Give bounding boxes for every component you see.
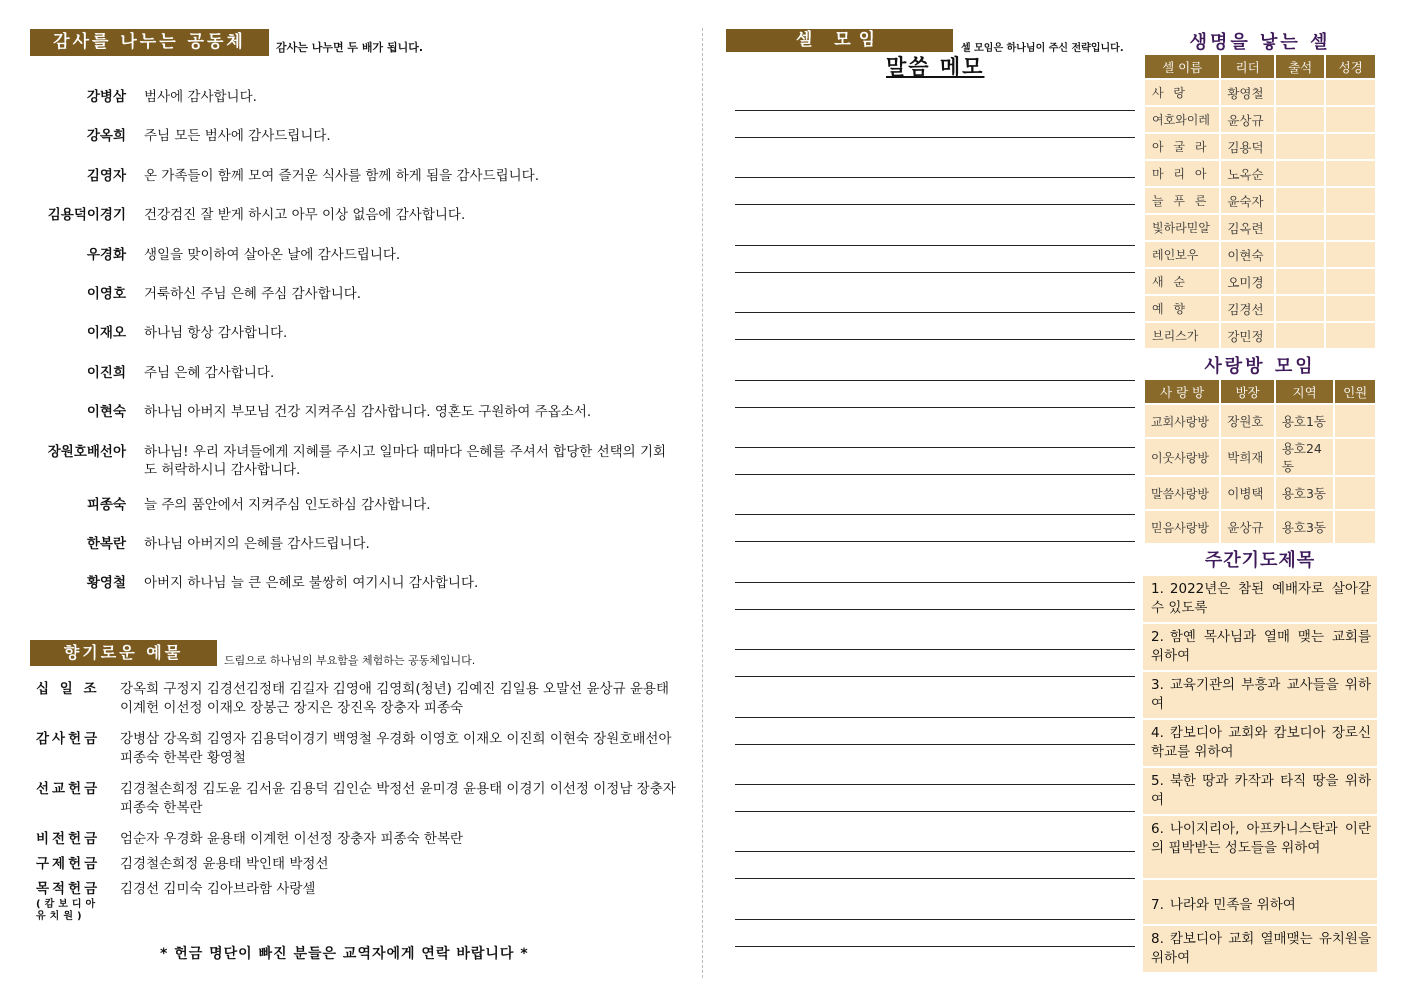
thanks-entry xyxy=(30,364,680,382)
cell-leader: 노옥순 xyxy=(1220,160,1275,187)
offering-row xyxy=(36,830,686,849)
offering-category-label: 구제헌금 xyxy=(36,856,101,872)
prayer-text xyxy=(1151,772,1371,810)
life-cell-row xyxy=(1144,241,1376,268)
memo-line xyxy=(735,312,1135,313)
room-name: 이웃사랑방 xyxy=(1144,438,1220,476)
cell-name: 아 굴 라 xyxy=(1144,133,1220,160)
prayer-text xyxy=(1151,724,1371,762)
offering-category xyxy=(36,780,120,818)
offering-names: 강병삼 강옥희 김영자 김용덕이경기 백영철 우경화 이영호 이재오 이진희 이현숙 장원호배선아 피종숙 한복란 황영철 xyxy=(120,731,672,766)
love-rooms-title: 사랑방 모임 xyxy=(1204,356,1316,377)
life-cell-row xyxy=(1144,214,1376,241)
offering-row xyxy=(36,880,686,923)
memo-line xyxy=(735,649,1135,650)
offering-category-label: 선교헌금 xyxy=(36,781,101,797)
life-cells-title: 생명을 낳는 셀 xyxy=(1189,32,1331,53)
memo-line xyxy=(735,272,1135,273)
love-rooms-body xyxy=(1144,404,1376,544)
col-count: 인원 xyxy=(1334,379,1376,404)
love-room-row xyxy=(1144,510,1376,544)
room-host: 장원호 xyxy=(1220,404,1275,438)
prayer-number: 8. xyxy=(1151,931,1164,947)
thanks-name: 한복란 xyxy=(86,535,126,552)
memo-line xyxy=(735,784,1135,785)
prayer-item xyxy=(1143,768,1377,816)
memo-line xyxy=(735,204,1135,205)
prayer-number: 2. xyxy=(1151,629,1164,645)
life-cells-body xyxy=(1144,79,1376,349)
cell-bible xyxy=(1325,241,1376,268)
thanks-entry xyxy=(30,403,680,421)
prayer-text xyxy=(1151,930,1371,968)
prayer-item xyxy=(1143,880,1377,926)
thanks-text: 주님 모든 범사에 감사드립니다. xyxy=(144,128,331,145)
life-cell-row xyxy=(1144,268,1376,295)
cell-leader: 황영철 xyxy=(1220,79,1275,106)
offering-category-label: 십 일 조 xyxy=(36,681,100,697)
cell-bible xyxy=(1325,106,1376,133)
room-count xyxy=(1334,510,1376,544)
thanks-text: 아버지 하나님 늘 큰 은혜로 불쌍히 여기시니 감사합니다. xyxy=(144,575,479,592)
thanks-section-subtitle: 감사는 나누면 두 배가 됩니다. xyxy=(276,41,424,54)
life-cell-row xyxy=(1144,133,1376,160)
life-cell-row xyxy=(1144,106,1376,133)
cell-bible xyxy=(1325,322,1376,349)
memo-line xyxy=(735,878,1135,879)
cell-attendance xyxy=(1275,79,1326,106)
memo-line xyxy=(735,137,1135,138)
room-name: 말씀사랑방 xyxy=(1144,476,1220,510)
prayer-body: 2022년은 참된 예배자로 살아갈 수 있도록 xyxy=(1151,581,1371,616)
thanks-name: 우경화 xyxy=(86,246,126,263)
memo-title: 말씀 메모 xyxy=(886,55,985,79)
thanks-text: 하나님 항상 감사합니다. xyxy=(144,325,288,342)
cell-bible xyxy=(1325,133,1376,160)
cell-attendance xyxy=(1275,268,1326,295)
memo-line xyxy=(735,380,1135,381)
prayer-item xyxy=(1143,720,1377,768)
love-room-row xyxy=(1144,476,1376,510)
thanks-name: 이현숙 xyxy=(86,404,126,421)
thanks-entry xyxy=(30,127,680,145)
thanks-name: 강옥희 xyxy=(86,128,126,145)
thanks-entry xyxy=(30,574,680,592)
life-cells-table xyxy=(1143,53,1377,350)
prayer-item xyxy=(1143,576,1377,624)
cell-attendance xyxy=(1275,241,1326,268)
thanks-text: 늘 주의 품안에서 지켜주심 인도하심 감사합니다. xyxy=(144,496,431,513)
prayer-number: 3. xyxy=(1151,677,1164,693)
offering-row xyxy=(36,855,686,874)
cell-bible xyxy=(1325,214,1376,241)
thanks-text: 하나님 아버지 부모님 건강 지켜주심 감사합니다. 영혼도 구원하여 주옵소서. xyxy=(144,404,592,421)
life-cell-row xyxy=(1144,187,1376,214)
cell-bible xyxy=(1325,295,1376,322)
prayer-body: 나이지리아, 아프카니스탄과 이란의 핍박받는 성도들을 위하여 xyxy=(1151,821,1371,856)
thanks-entry xyxy=(30,443,680,479)
thanks-name: 이재오 xyxy=(86,325,126,342)
room-area: 용호1동 xyxy=(1275,404,1335,438)
thanks-text: 주님 은혜 감사합니다. xyxy=(144,364,275,381)
prayer-body: 나라와 민족을 위하여 xyxy=(1169,897,1296,913)
prayer-body: 캄보디아 교회 열매맺는 유치원을 위하여 xyxy=(1151,931,1371,966)
thanks-entry xyxy=(30,535,680,553)
memo-line xyxy=(735,514,1135,515)
prayer-item xyxy=(1143,926,1377,974)
page-divider xyxy=(702,28,703,978)
memo-line xyxy=(735,919,1135,920)
memo-line xyxy=(735,541,1135,542)
col-room: 사 랑 방 xyxy=(1144,379,1220,404)
offering-category xyxy=(36,855,120,874)
thanks-text: 하나님! 우리 자녀들에게 지혜를 주시고 일마다 때마다 은혜를 주셔서 합당한 선택의 기회도 허락하시니 감사합니다. xyxy=(144,443,667,478)
offering-names: 강옥희 구정지 김경선김정태 김길자 김영애 김영희(청년) 김예진 김일용 오말선 윤상규 윤용태 이계헌 이선정 이재오 장봉근 장지은 장진옥 장충자 피종숙 xyxy=(120,681,670,716)
thanks-text: 생일을 맞이하여 살아온 날에 감사드립니다. xyxy=(144,246,401,263)
offering-names: 김경선 김미숙 김아브라함 사랑셀 xyxy=(120,881,316,897)
thanks-name: 이영호 xyxy=(86,285,126,302)
cell-attendance xyxy=(1275,160,1326,187)
memo-line xyxy=(735,339,1135,340)
memo-line xyxy=(735,676,1135,677)
memo-line xyxy=(735,811,1135,812)
thanks-name: 김영자 xyxy=(86,167,126,184)
col-host: 방장 xyxy=(1220,379,1275,404)
prayer-item xyxy=(1143,672,1377,720)
life-cell-row xyxy=(1144,322,1376,349)
memo-line xyxy=(735,609,1135,610)
cell-bible xyxy=(1325,187,1376,214)
cell-name: 레인보우 xyxy=(1144,241,1220,268)
cell-bible xyxy=(1325,79,1376,106)
memo-line xyxy=(735,407,1135,408)
prayer-item xyxy=(1143,816,1377,880)
prayer-body: 북한 땅과 카작과 타직 땅을 위하여 xyxy=(1151,773,1371,808)
life-cell-row xyxy=(1144,79,1376,106)
cell-leader: 오미경 xyxy=(1220,268,1275,295)
offering-names: 김경철손희정 윤용태 박인태 박정선 xyxy=(120,856,329,872)
prayer-number: 1. xyxy=(1151,581,1164,597)
thanks-name: 장원호배선아 xyxy=(47,443,126,460)
room-area: 용호3동 xyxy=(1275,476,1335,510)
prayer-title: 주간기도제목 xyxy=(1204,550,1316,571)
prayer-number: 5. xyxy=(1151,773,1164,789)
thanks-name: 황영철 xyxy=(86,575,126,592)
offering-names: 김경철손희정 김도윤 김서윤 김용덕 김인순 박정선 윤미경 윤용태 이경기 이선정 이정남 장충자 피종숙 한복란 xyxy=(120,781,676,816)
memo-line xyxy=(735,717,1135,718)
cell-leader: 김용덕 xyxy=(1220,133,1275,160)
cell-name: 사 랑 xyxy=(1144,79,1220,106)
offering-names: 엄순자 우경화 윤용태 이계헌 이선정 장충자 피종숙 한복란 xyxy=(120,831,464,847)
cell-section-subtitle: 셀 모임은 하나님이 주신 전략입니다. xyxy=(961,43,1124,54)
cell-name: 예 향 xyxy=(1144,295,1220,322)
memo-line xyxy=(735,110,1135,111)
thanks-name: 피종숙 xyxy=(86,496,126,513)
col-attendance: 출석 xyxy=(1275,54,1326,79)
prayer-list xyxy=(1143,576,1377,974)
col-leader: 리더 xyxy=(1220,54,1275,79)
room-host: 윤상규 xyxy=(1220,510,1275,544)
cell-attendance xyxy=(1275,295,1326,322)
room-count xyxy=(1334,438,1376,476)
offering-category xyxy=(36,680,120,718)
prayer-body: 캄보디아 교회와 캄보디아 장로신학교를 위하여 xyxy=(1151,725,1371,760)
thanks-text: 온 가족들이 함께 모여 즐거운 식사를 함께 하게 됨을 감사드립니다. xyxy=(144,167,540,184)
thanks-entry xyxy=(30,246,680,264)
love-rooms-table xyxy=(1143,378,1377,545)
offering-row xyxy=(36,730,686,768)
prayer-text xyxy=(1151,676,1371,714)
thanks-text: 건강검진 잘 받게 하시고 아무 이상 없음에 감사합니다. xyxy=(144,207,466,224)
room-count xyxy=(1334,404,1376,438)
offering-row xyxy=(36,680,686,718)
thanks-entry xyxy=(30,496,680,514)
prayer-body: 함옌 목사님과 열매 맺는 교회를 위하여 xyxy=(1151,629,1371,664)
cell-attendance xyxy=(1275,322,1326,349)
cell-leader: 윤숙자 xyxy=(1220,187,1275,214)
cell-name: 빛하라믿알 xyxy=(1144,214,1220,241)
offering-category-sub: (캄보디아 유치원) xyxy=(36,899,100,922)
cell-leader: 김옥련 xyxy=(1220,214,1275,241)
offering-list xyxy=(36,680,686,923)
life-cell-row xyxy=(1144,295,1376,322)
thanks-entry xyxy=(30,206,680,224)
memo-line xyxy=(735,177,1135,178)
offering-category-label: 감사헌금 xyxy=(36,731,101,747)
thanks-entry xyxy=(30,285,680,303)
cell-leader: 강민정 xyxy=(1220,322,1275,349)
cell-name: 브리스가 xyxy=(1144,322,1220,349)
room-name: 교회사랑방 xyxy=(1144,404,1220,438)
offering-section-subtitle: 드림으로 하나님의 부요함을 체험하는 공동체입니다. xyxy=(224,654,476,667)
cell-attendance xyxy=(1275,214,1326,241)
memo-line xyxy=(735,851,1135,852)
thanks-section-title: 감사를 나누는 공동체 xyxy=(30,29,269,56)
cell-leader: 김경선 xyxy=(1220,295,1275,322)
thanks-entry xyxy=(30,167,680,185)
prayer-text xyxy=(1151,896,1371,915)
room-area: 용호24동 xyxy=(1275,438,1335,476)
memo-line xyxy=(735,245,1135,246)
room-count xyxy=(1334,476,1376,510)
offering-row xyxy=(36,780,686,818)
prayer-body: 교육기관의 부흥과 교사들을 위하여 xyxy=(1151,677,1371,712)
room-area: 용호3동 xyxy=(1275,510,1335,544)
col-cell-name: 셀 이름 xyxy=(1144,54,1220,79)
col-area: 지역 xyxy=(1275,379,1335,404)
cell-attendance xyxy=(1275,106,1326,133)
offering-category xyxy=(36,830,120,849)
thanks-name: 강병삼 xyxy=(86,89,126,105)
prayer-text xyxy=(1151,820,1371,858)
memo-line xyxy=(735,474,1135,475)
prayer-text xyxy=(1151,580,1371,618)
cell-section-title: 셀 모임 xyxy=(726,29,953,52)
thanks-name: 김용덕이경기 xyxy=(47,207,126,224)
cell-bible xyxy=(1325,160,1376,187)
prayer-item xyxy=(1143,624,1377,672)
cell-bible xyxy=(1325,268,1376,295)
thanks-name: 이진희 xyxy=(86,364,126,381)
thanks-list xyxy=(30,88,680,614)
offering-category xyxy=(36,730,120,768)
cell-attendance xyxy=(1275,187,1326,214)
cell-name: 새 순 xyxy=(1144,268,1220,295)
prayer-number: 7. xyxy=(1151,897,1164,913)
memo-line xyxy=(735,946,1135,947)
room-name: 믿음사랑방 xyxy=(1144,510,1220,544)
offering-category xyxy=(36,880,120,923)
prayer-number: 4. xyxy=(1151,725,1164,741)
room-host: 박희재 xyxy=(1220,438,1275,476)
love-room-row xyxy=(1144,438,1376,476)
life-cell-row xyxy=(1144,160,1376,187)
offering-category-label: 비전헌금 xyxy=(36,831,101,847)
cell-attendance xyxy=(1275,133,1326,160)
thanks-entry xyxy=(30,324,680,342)
offering-footer-note: * 헌금 명단이 빠진 분들은 교역자에게 연락 바랍니다 * xyxy=(160,946,529,962)
cell-name: 여호와이레 xyxy=(1144,106,1220,133)
cell-leader: 이현숙 xyxy=(1220,241,1275,268)
memo-line xyxy=(735,744,1135,745)
offering-section-title: 향기로운 예물 xyxy=(30,640,217,666)
col-bible: 성경 xyxy=(1325,54,1376,79)
memo-line xyxy=(735,447,1135,448)
cell-leader: 윤상규 xyxy=(1220,106,1275,133)
love-room-row xyxy=(1144,404,1376,438)
thanks-text: 범사에 감사합니다. xyxy=(144,89,257,105)
cell-name: 마 리 아 xyxy=(1144,160,1220,187)
prayer-text xyxy=(1151,628,1371,666)
prayer-number: 6. xyxy=(1151,821,1164,837)
room-host: 이병택 xyxy=(1220,476,1275,510)
thanks-text: 거룩하신 주님 은혜 주심 감사합니다. xyxy=(144,285,362,302)
offering-category-label: 목적헌금 xyxy=(36,881,101,897)
thanks-entry xyxy=(30,88,680,106)
memo-line xyxy=(735,582,1135,583)
cell-name: 늘 푸 른 xyxy=(1144,187,1220,214)
thanks-text: 하나님 아버지의 은혜를 감사드립니다. xyxy=(144,535,370,552)
